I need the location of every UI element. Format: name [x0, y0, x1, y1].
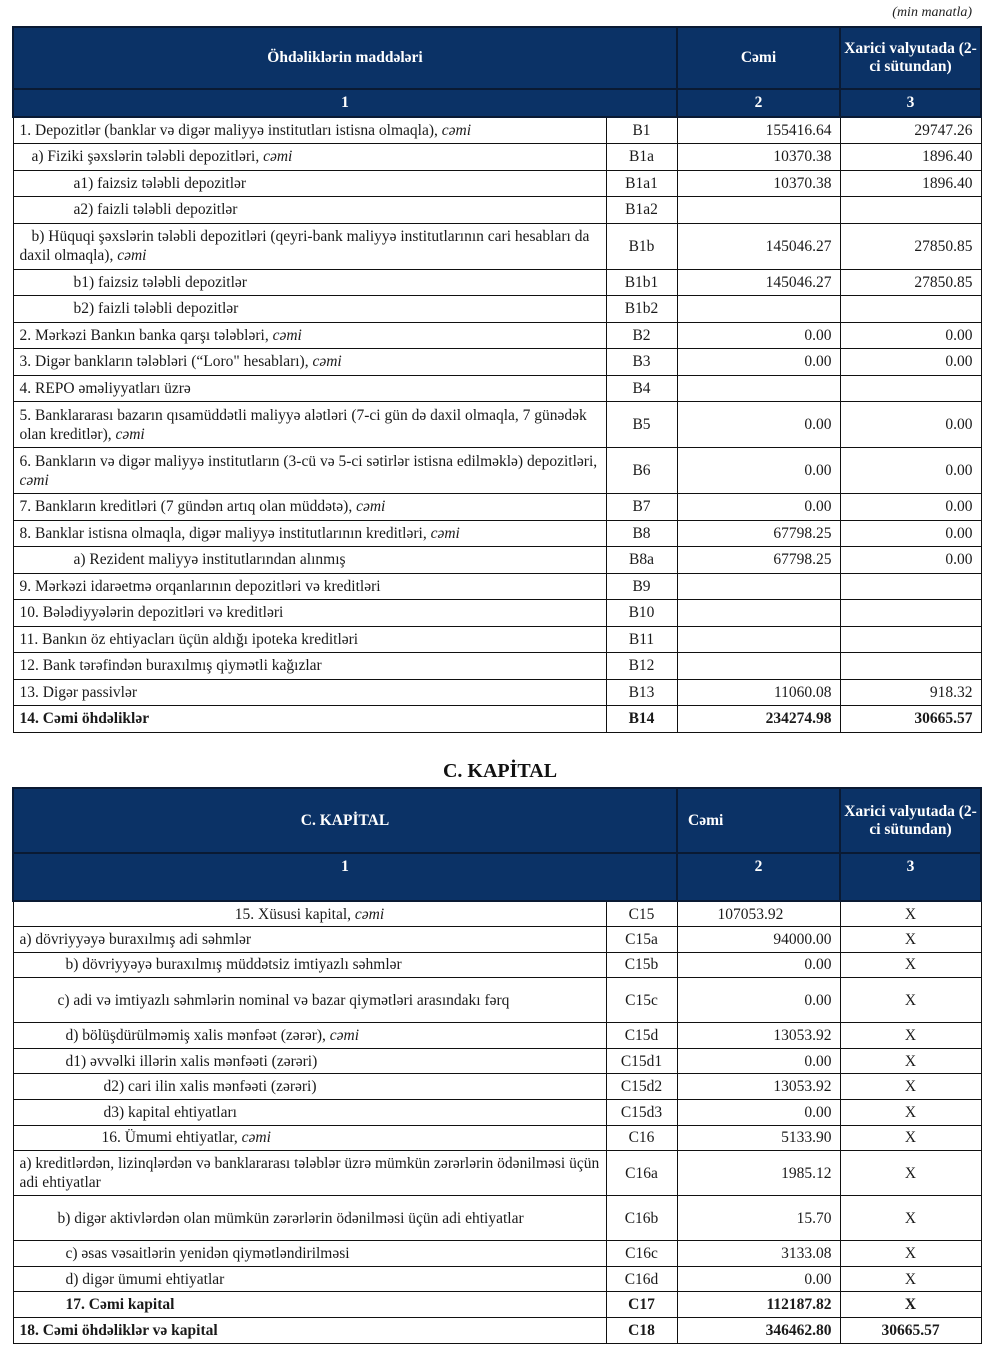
row-foreign: 0.00 — [840, 547, 981, 574]
row-code: B4 — [606, 375, 677, 402]
row-label: 18. Cəmi öhdəliklər və kapital — [13, 1318, 606, 1344]
row-foreign: 0.00 — [840, 349, 981, 376]
table-row — [13, 600, 981, 627]
row-foreign: X — [840, 901, 981, 927]
header-label: Öhdəliklərin maddələri — [13, 27, 677, 89]
table-row — [13, 349, 981, 376]
row-label: 5. Banklararası bazarın qısamüddətli maliyyə alətləri (7-ci gün də daxil olmaqla, 7 günədək olan kreditlər), cəmi — [13, 402, 606, 448]
row-total: 11060.08 — [677, 679, 840, 706]
table-row — [13, 1125, 981, 1151]
row-label: 7. Bankların kreditləri (7 gündən artıq olan müddətə), cəmi — [13, 494, 606, 521]
row-code: B2 — [606, 322, 677, 349]
row-code: B8 — [606, 520, 677, 547]
row-total: 1985.12 — [677, 1151, 840, 1196]
table-row — [13, 978, 981, 1023]
table-row — [13, 927, 981, 953]
row-label: b1) faizsiz tələbli depozitlər — [13, 269, 606, 296]
header-foreign: Xarici valyutada (2-ci sütundan) — [840, 788, 981, 853]
row-code: B1b2 — [606, 296, 677, 323]
row-foreign: 29747.26 — [840, 117, 981, 144]
row-total — [677, 197, 840, 224]
row-code: C15d2 — [606, 1074, 677, 1100]
header-col-num-2: 2 — [677, 89, 840, 117]
row-code: B1b — [606, 223, 677, 269]
table-row — [13, 520, 981, 547]
row-foreign: 918.32 — [840, 679, 981, 706]
table-row-total — [13, 706, 981, 733]
row-foreign: 1896.40 — [840, 170, 981, 197]
row-foreign: X — [840, 952, 981, 978]
table-row — [13, 448, 981, 494]
row-foreign: X — [840, 1100, 981, 1126]
row-label: 6. Bankların və digər maliyyə institutların (3-cü və 5-ci sətirlər istisna edilməklə) depozitləri, cəmi — [13, 448, 606, 494]
row-code: B6 — [606, 448, 677, 494]
table-row — [13, 117, 981, 144]
row-label: c) əsas vəsaitlərin yenidən qiymətləndirilməsi — [13, 1241, 606, 1267]
row-foreign: 0.00 — [840, 520, 981, 547]
row-label: 4. REPO əməliyyatları üzrə — [13, 375, 606, 402]
table-row — [13, 197, 981, 224]
row-total — [677, 375, 840, 402]
row-code: C16c — [606, 1241, 677, 1267]
row-foreign — [840, 626, 981, 653]
row-code: C15d1 — [606, 1048, 677, 1074]
row-total: 3133.08 — [677, 1241, 840, 1267]
row-label: 11. Bankın öz ehtiyacları üçün aldığı ipoteka kreditləri — [13, 626, 606, 653]
row-total: 0.00 — [677, 952, 840, 978]
row-total — [677, 653, 840, 680]
row-total — [677, 296, 840, 323]
row-label: d1) əvvəlki illərin xalis mənfəəti (zərəri) — [13, 1048, 606, 1074]
row-foreign: 0.00 — [840, 402, 981, 448]
row-total: 13053.92 — [677, 1074, 840, 1100]
row-label: d) digər ümumi ehtiyatlar — [13, 1266, 606, 1292]
table-row — [13, 375, 981, 402]
row-foreign: 30665.57 — [840, 706, 981, 733]
row-foreign — [840, 197, 981, 224]
row-label: 2. Mərkəzi Bankın banka qarşı tələbləri, cəmi — [13, 322, 606, 349]
row-total: 67798.25 — [677, 520, 840, 547]
table-row-subtotal — [13, 1292, 981, 1318]
row-foreign — [840, 600, 981, 627]
row-foreign: X — [840, 1266, 981, 1292]
row-total: 112187.82 — [677, 1292, 840, 1318]
row-total: 234274.98 — [677, 706, 840, 733]
row-label: 8. Banklar istisna olmaqla, digər maliyyə institutlarının kreditləri, cəmi — [13, 520, 606, 547]
row-code: B1a2 — [606, 197, 677, 224]
table-row-total — [13, 1318, 981, 1344]
table-row — [13, 1048, 981, 1074]
table-row — [13, 653, 981, 680]
row-foreign: X — [840, 1196, 981, 1241]
row-label: 10. Bələdiyyələrin depozitləri və kreditləri — [13, 600, 606, 627]
row-label: a) kreditlərdən, lizinqlərdən və banklararası tələblər üzrə mümkün zərərlərin ödənilməsi üçün adi ehtiyatlar — [13, 1151, 606, 1196]
row-label: a1) faizsiz tələbli depozitlər — [13, 170, 606, 197]
row-total: 0.00 — [677, 978, 840, 1023]
table-row — [13, 1023, 981, 1049]
table-row — [13, 626, 981, 653]
table-row — [13, 952, 981, 978]
row-total: 13053.92 — [677, 1023, 840, 1049]
row-code: C16b — [606, 1196, 677, 1241]
row-total — [677, 573, 840, 600]
row-total: 145046.27 — [677, 223, 840, 269]
table-row — [13, 144, 981, 171]
row-code: B1a — [606, 144, 677, 171]
row-total: 5133.90 — [677, 1125, 840, 1151]
row-label: b) digər aktivlərdən olan mümkün zərərlərin ödənilməsi üçün adi ehtiyatlar — [13, 1196, 606, 1241]
row-label: d3) kapital ehtiyatları — [13, 1100, 606, 1126]
table-row — [13, 223, 981, 269]
row-label: a) Fiziki şəxslərin tələbli depozitləri, cəmi — [13, 144, 606, 171]
row-label: 16. Ümumi ehtiyatlar, cəmi — [13, 1125, 606, 1151]
row-foreign: X — [840, 1241, 981, 1267]
row-code: B9 — [606, 573, 677, 600]
row-code: B5 — [606, 402, 677, 448]
table-row — [13, 1074, 981, 1100]
row-total: 0.00 — [677, 1100, 840, 1126]
row-foreign: 0.00 — [840, 448, 981, 494]
row-total: 0.00 — [677, 1266, 840, 1292]
header-col-num-1: 1 — [13, 853, 677, 901]
table-row — [13, 573, 981, 600]
row-code: B14 — [606, 706, 677, 733]
header-col-num-3: 3 — [840, 853, 981, 901]
row-foreign: 1896.40 — [840, 144, 981, 171]
row-total: 0.00 — [677, 402, 840, 448]
row-code: C16 — [606, 1125, 677, 1151]
row-code: B3 — [606, 349, 677, 376]
row-label: b) Hüquqi şəxslərin tələbli depozitləri (qeyri-bank maliyyə institutlarının cari hesabları da daxil olmaqla), cəmi — [13, 223, 606, 269]
row-code: C17 — [606, 1292, 677, 1318]
row-foreign — [840, 653, 981, 680]
row-label: 12. Bank tərəfindən buraxılmış qiymətli kağızlar — [13, 653, 606, 680]
table-row — [13, 296, 981, 323]
row-label: a) Rezident maliyyə institutlarından alınmış — [13, 547, 606, 574]
header-col-num-1: 1 — [13, 89, 677, 117]
row-label: 15. Xüsusi kapital, cəmi — [13, 901, 606, 927]
row-foreign: X — [840, 1048, 981, 1074]
row-code: C15d — [606, 1023, 677, 1049]
row-foreign — [840, 573, 981, 600]
row-code: C15b — [606, 952, 677, 978]
row-label: a2) faizli tələbli depozitlər — [13, 197, 606, 224]
row-label: b2) faizli tələbli depozitlər — [13, 296, 606, 323]
table-row — [13, 402, 981, 448]
row-foreign — [840, 296, 981, 323]
table-row — [13, 494, 981, 521]
table-row — [13, 547, 981, 574]
liabilities-table — [12, 26, 982, 733]
row-total: 155416.64 — [677, 117, 840, 144]
row-label: 17. Cəmi kapital — [13, 1292, 606, 1318]
row-label: a) dövriyyəyə buraxılmış adi səhmlər — [13, 927, 606, 953]
row-code: C15c — [606, 978, 677, 1023]
row-code: C15d3 — [606, 1100, 677, 1126]
row-code: B1 — [606, 117, 677, 144]
header-total: Cəmi — [677, 788, 840, 853]
row-total: 0.00 — [677, 494, 840, 521]
table-row — [13, 901, 981, 927]
row-code: C15a — [606, 927, 677, 953]
row-foreign: 0.00 — [840, 322, 981, 349]
row-foreign: X — [840, 1125, 981, 1151]
row-label: b) dövriyyəyə buraxılmış müddətsiz imtiyazlı səhmlər — [13, 952, 606, 978]
row-label: 1. Depozitlər (banklar və digər maliyyə institutları istisna olmaqla), cəmi — [13, 117, 606, 144]
row-label: 13. Digər passivlər — [13, 679, 606, 706]
row-total: 107053.92 — [677, 901, 840, 927]
row-foreign: 27850.85 — [840, 269, 981, 296]
row-foreign: 27850.85 — [840, 223, 981, 269]
row-code: C16a — [606, 1151, 677, 1196]
header-total: Cəmi — [677, 27, 840, 89]
row-total: 0.00 — [677, 349, 840, 376]
row-code: B7 — [606, 494, 677, 521]
header-foreign: Xarici valyutada (2-ci sütundan) — [840, 27, 981, 89]
row-label: 9. Mərkəzi idarəetmə orqanlarının depozitləri və kreditləri — [13, 573, 606, 600]
row-foreign: X — [840, 1074, 981, 1100]
table-row — [13, 1266, 981, 1292]
table-row — [13, 1196, 981, 1241]
row-total: 346462.80 — [677, 1318, 840, 1344]
row-label: d2) cari ilin xalis mənfəəti (zərəri) — [13, 1074, 606, 1100]
row-code: B13 — [606, 679, 677, 706]
row-foreign: X — [840, 1023, 981, 1049]
row-total: 10370.38 — [677, 170, 840, 197]
table-row — [13, 679, 981, 706]
section-title-capital: C. KAPİTAL — [442, 760, 558, 782]
row-code: C18 — [606, 1318, 677, 1344]
table-row — [13, 1100, 981, 1126]
row-label: 14. Cəmi öhdəliklər — [13, 706, 606, 733]
header-col-num-3: 3 — [840, 89, 981, 117]
row-code: B8a — [606, 547, 677, 574]
table-row — [13, 170, 981, 197]
row-code: B11 — [606, 626, 677, 653]
row-foreign: X — [840, 978, 981, 1023]
row-foreign: X — [840, 1292, 981, 1318]
row-label: c) adi və imtiyazlı səhmlərin nominal və bazar qiymətləri arasındakı fərq — [13, 978, 606, 1023]
unit-note: (min manatla) — [892, 5, 972, 20]
capital-table — [12, 787, 982, 1344]
row-label: 3. Digər bankların tələbləri (“Loro" hesabları), cəmi — [13, 349, 606, 376]
header-label: C. KAPİTAL — [13, 788, 677, 853]
row-foreign: X — [840, 1151, 981, 1196]
row-total: 145046.27 — [677, 269, 840, 296]
row-code: C15 — [606, 901, 677, 927]
row-label: d) bölüşdürülməmiş xalis mənfəət (zərər), cəmi — [13, 1023, 606, 1049]
row-total: 0.00 — [677, 448, 840, 494]
row-foreign: X — [840, 927, 981, 953]
row-code: B12 — [606, 653, 677, 680]
header-col-num-2: 2 — [677, 853, 840, 901]
table-row — [13, 1151, 981, 1196]
row-code: B1a1 — [606, 170, 677, 197]
row-total: 94000.00 — [677, 927, 840, 953]
row-total: 67798.25 — [677, 547, 840, 574]
row-total: 0.00 — [677, 1048, 840, 1074]
row-total: 10370.38 — [677, 144, 840, 171]
table-row — [13, 322, 981, 349]
row-foreign — [840, 375, 981, 402]
table-row — [13, 1241, 981, 1267]
row-code: B10 — [606, 600, 677, 627]
row-code: B1b1 — [606, 269, 677, 296]
row-code: C16d — [606, 1266, 677, 1292]
row-total — [677, 600, 840, 627]
table-row — [13, 269, 981, 296]
row-foreign: 30665.57 — [840, 1318, 981, 1344]
row-total: 0.00 — [677, 322, 840, 349]
row-total — [677, 626, 840, 653]
row-foreign: 0.00 — [840, 494, 981, 521]
row-total: 15.70 — [677, 1196, 840, 1241]
